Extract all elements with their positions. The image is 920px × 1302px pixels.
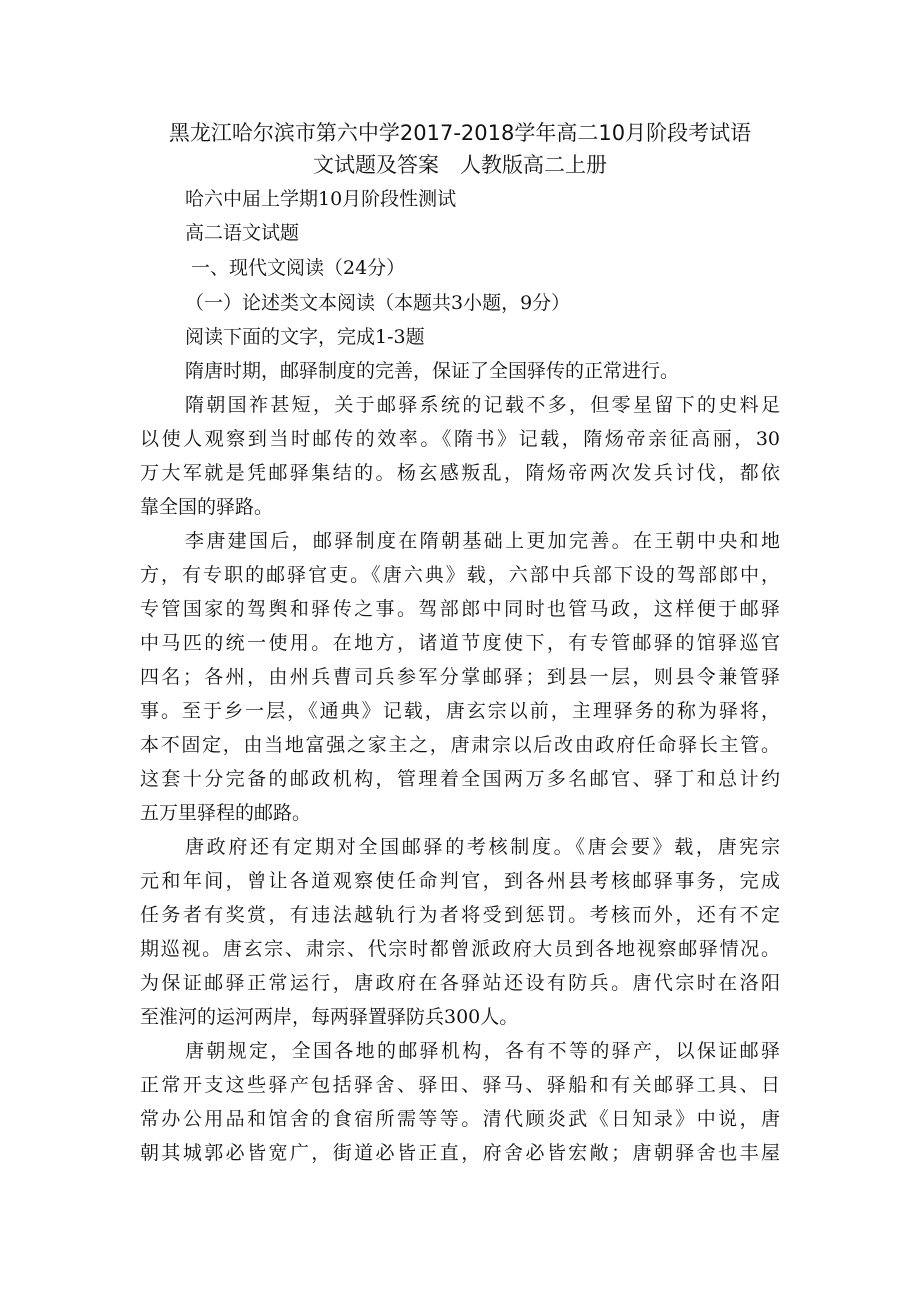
paragraph-2-line: 本不固定，由当地富强之家主之，唐肃宗以后改由政府任命驿长主管。 bbox=[140, 734, 780, 756]
paragraph-3-line: 元和年间，曾让各道观察使任命判官，到各州县考核邮驿事务，完成 bbox=[140, 870, 780, 892]
paragraph-3-line: 为保证邮驿正常运行，唐政府在各驿站还设有防兵。唐代宗时在洛阳 bbox=[140, 972, 780, 994]
document-title-line-2: 文试题及答案 人教版高二上册 bbox=[313, 153, 607, 177]
paragraph-2-line: 五万里驿程的邮路。 bbox=[140, 802, 312, 824]
document-title-line-1: 黑龙江哈尔滨市第六中学2017-2018学年高二10月阶段考试语 bbox=[168, 121, 752, 145]
paragraph-1-line: 以使人观察到当时邮传的效率。《隋书》记载，隋炀帝亲征高丽，30 bbox=[140, 428, 780, 450]
paragraph-4-line: 正常开支这些驿产包括驿舍、驿田、驿马、驿船和有关邮驿工具、日 bbox=[140, 1074, 780, 1096]
paragraph-3-line: 期巡视。唐玄宗、肃宗、代宗时都曾派政府大员到各地视察邮驿情况。 bbox=[140, 938, 780, 960]
paragraph-2-line: 这套十分完备的邮政机构，管理着全国两万多名邮官、驿丁和总计约 bbox=[140, 768, 780, 790]
paragraph-4-line: 常办公用品和馆舍的食宿所需等等。清代顾炎武《日知录》中说，唐 bbox=[140, 1108, 780, 1130]
paragraph-3-line: 唐政府还有定期对全国邮驿的考核制度。《唐会要》载，唐宪宗 bbox=[185, 836, 780, 858]
exam-name: 哈六中届上学期10月阶段性测试 bbox=[185, 188, 457, 210]
paragraph-1-line: 万大军就是凭邮驿集结的。杨玄感叛乱，隋炀帝两次发兵讨伐，都依 bbox=[140, 462, 780, 484]
paragraph-2-line: 李唐建国后，邮驿制度在隋朝基础上更加完善。在王朝中央和地 bbox=[185, 530, 780, 552]
passage-lead: 隋唐时期，邮驿制度的完善，保证了全国驿传的正常进行。 bbox=[185, 360, 680, 382]
subsection-heading: （一）论述类文本阅读（本题共3小题，9分） bbox=[185, 292, 571, 314]
paragraph-4-line: 唐朝规定，全国各地的邮驿机构，各有不等的驿产，以保证邮驿 bbox=[185, 1040, 780, 1062]
paragraph-3-line: 任务者有奖赏，有违法越轨行为者将受到惩罚。考核而外，还有不定 bbox=[140, 904, 780, 926]
paragraph-3-line: 至淮河的运河两岸，每两驿置驿防兵300人。 bbox=[140, 1006, 519, 1028]
paragraph-2-line: 专管国家的驾舆和驿传之事。驾部郎中同时也管马政，这样便于邮驿 bbox=[140, 598, 780, 620]
paragraph-2-line: 事。至于乡一层，《通典》记载，唐玄宗以前，主理驿务的称为驿将， bbox=[140, 700, 780, 722]
reading-instruction: 阅读下面的文字，完成1-3题 bbox=[185, 326, 425, 348]
paragraph-2-line: 四名；各州，由州兵曹司兵参军分掌邮驿；到县一层，则县令兼管驿 bbox=[140, 666, 780, 688]
paragraph-4-line: 朝其城郭必皆宽广，街道必皆正直，府舍必皆宏敞；唐朝驿舍也丰屋 bbox=[140, 1142, 780, 1164]
paragraph-2-line: 中马匹的统一使用。在地方，诸道节度使下，有专管邮驿的馆驿巡官 bbox=[140, 632, 780, 654]
section-heading: 一、现代文阅读（24分） bbox=[191, 257, 406, 279]
paragraph-1-line: 靠全国的驿路。 bbox=[140, 496, 274, 518]
paragraph-1-line: 隋朝国祚甚短，关于邮驿系统的记载不多，但零星留下的史料足 bbox=[185, 394, 780, 416]
exam-subject: 高二语文试题 bbox=[185, 222, 300, 244]
paragraph-2-line: 方，有专职的邮驿官吏。《唐六典》载，六部中兵部下设的驾部郎中， bbox=[140, 564, 780, 586]
